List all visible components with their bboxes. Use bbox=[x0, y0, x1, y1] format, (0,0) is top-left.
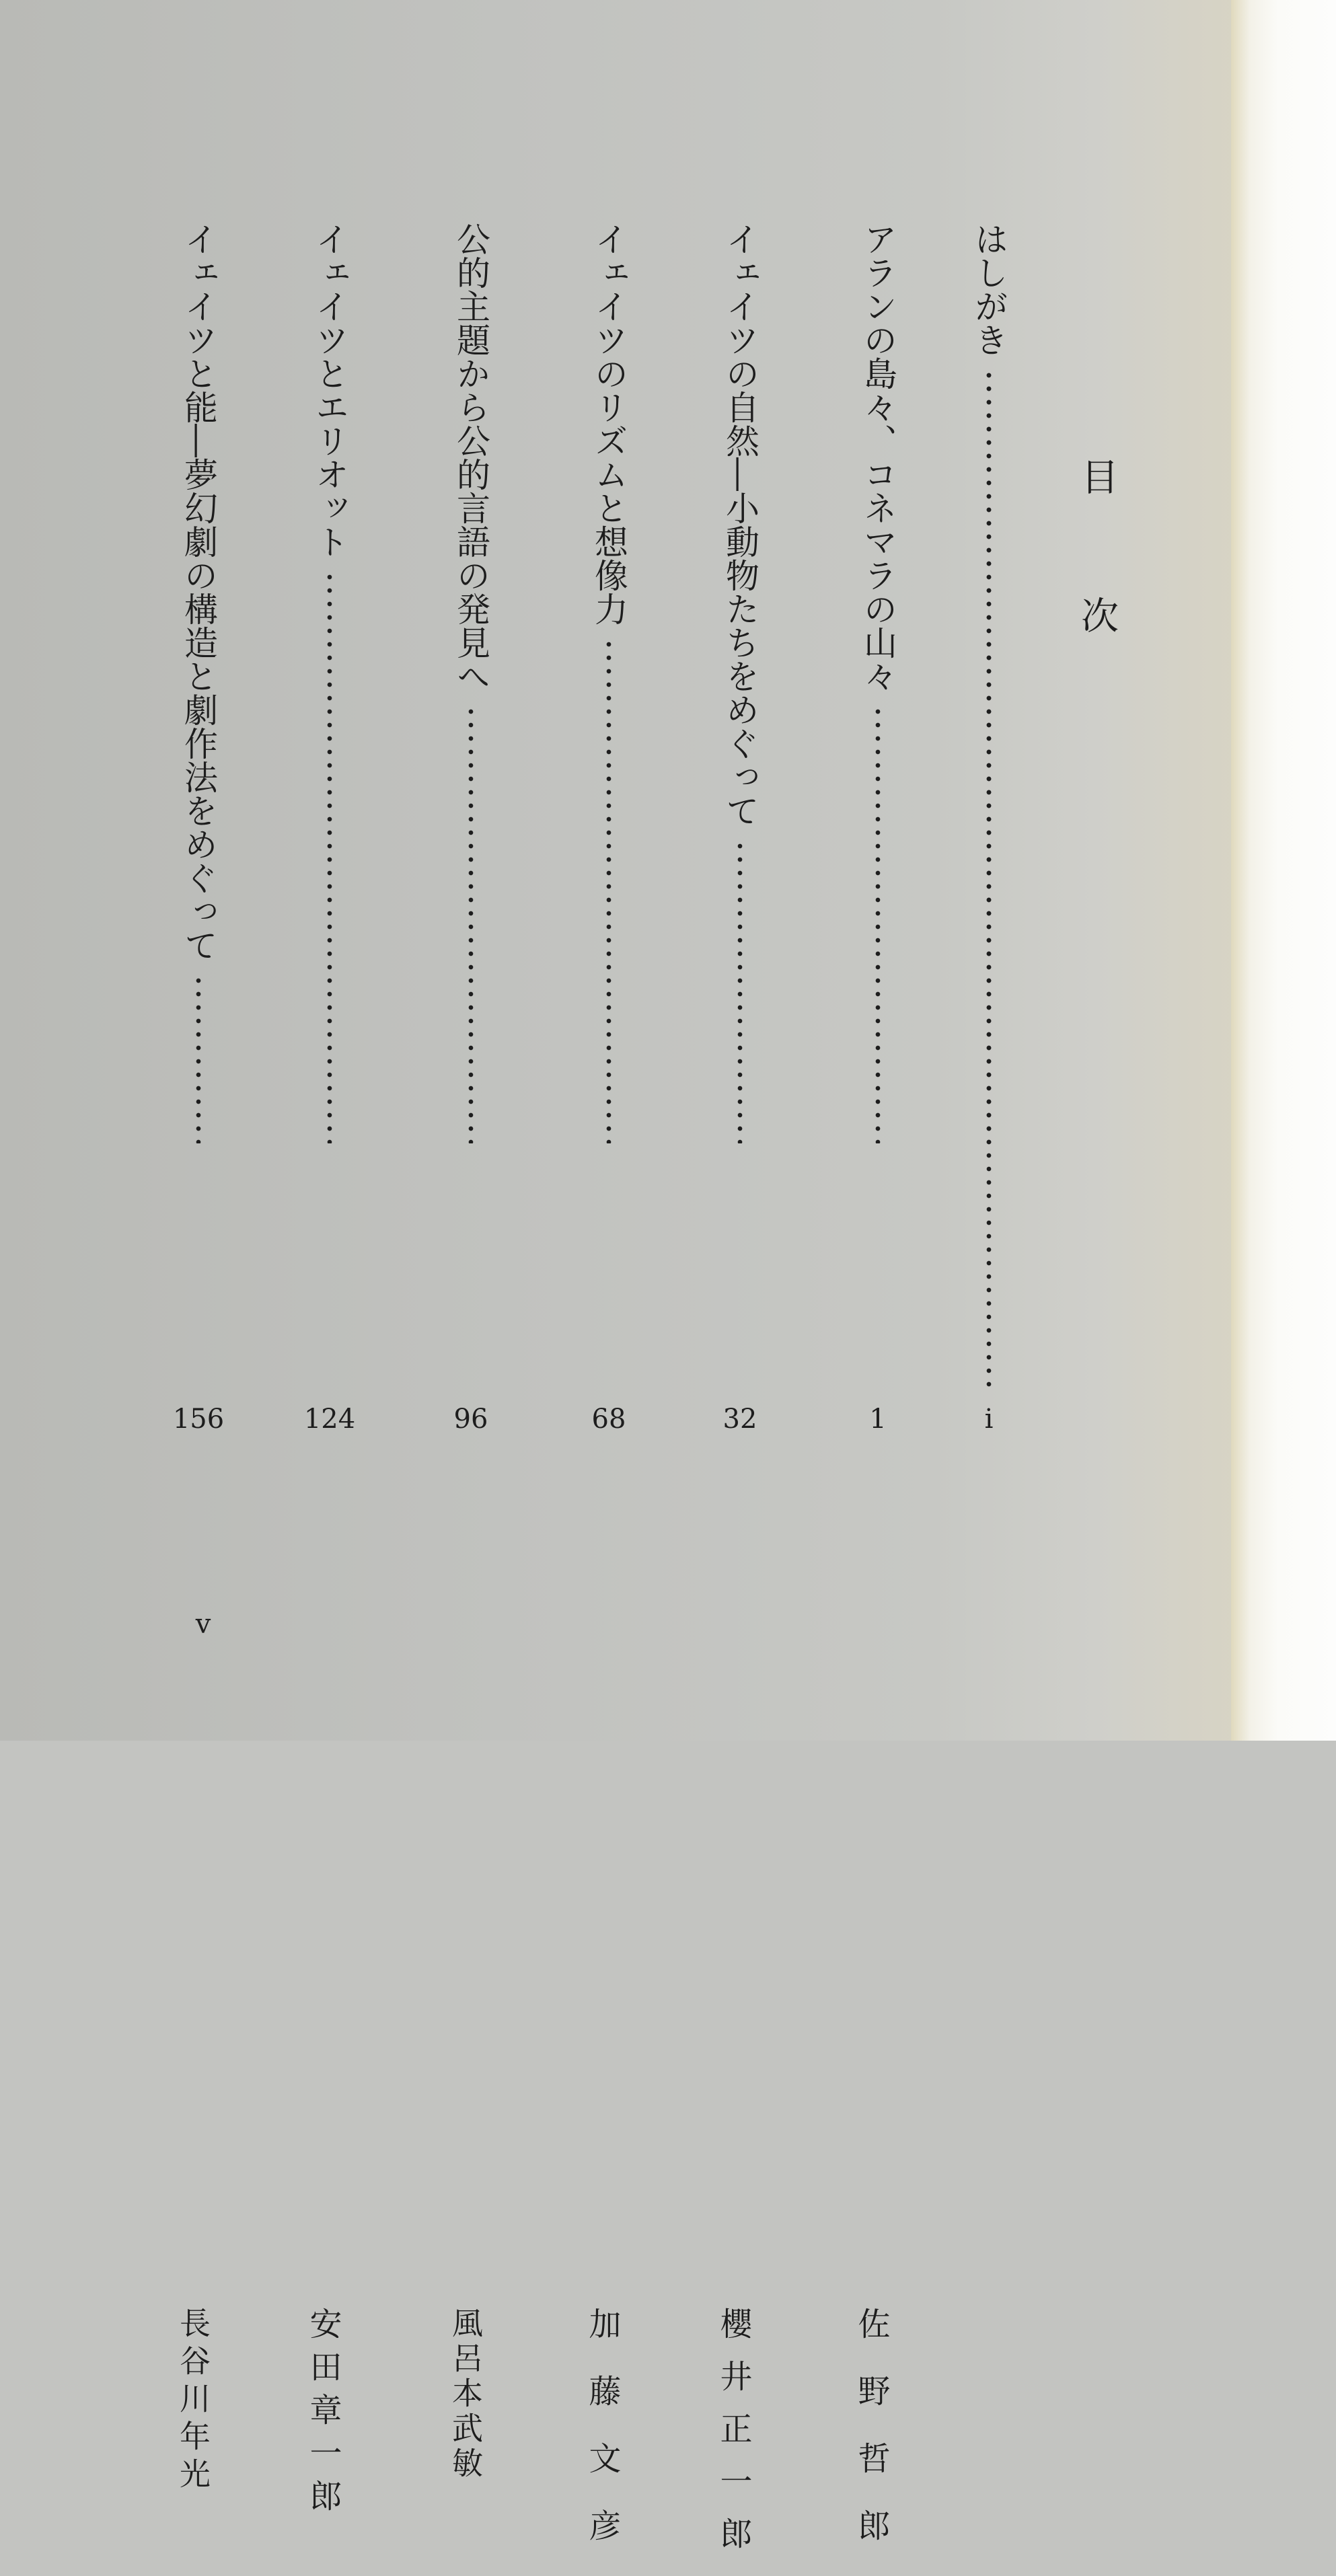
dot-leader bbox=[327, 570, 332, 1143]
page-edge bbox=[1231, 0, 1336, 1741]
toc-title: 目次 bbox=[1075, 457, 1119, 734]
entry-title: イェイツと能―夢幻劇の構造と劇作法をめぐって bbox=[179, 222, 218, 962]
page-number: 156 bbox=[172, 1404, 225, 1435]
dot-leader bbox=[986, 369, 992, 1143]
author-name: 櫻井正一郎 bbox=[714, 2307, 752, 2569]
entry-title: イェイツの自然―小動物たちをめぐって bbox=[720, 222, 759, 827]
dot-leader bbox=[468, 705, 474, 1143]
entry-title: イェイツのリズムと想像力 bbox=[589, 222, 628, 626]
author-name: 佐野哲郎 bbox=[852, 2307, 890, 2576]
entry-title: アランの島々、コネマラの山々 bbox=[858, 222, 897, 693]
folio-page-number: v bbox=[195, 1609, 211, 1640]
page-number: 1 bbox=[869, 1404, 887, 1435]
page-number: 68 bbox=[591, 1404, 626, 1435]
entry-title: イェイツとエリオット bbox=[310, 222, 349, 558]
page-number: 32 bbox=[722, 1404, 757, 1435]
dot-leader bbox=[737, 839, 743, 1143]
entry-title: はしがき bbox=[969, 222, 1008, 356]
dot-leader bbox=[606, 638, 611, 1143]
author-name: 長谷川年光 bbox=[175, 2307, 211, 2495]
dot-leader bbox=[875, 705, 881, 1143]
author-name: 安田章一郎 bbox=[304, 2307, 342, 2522]
page-number: 124 bbox=[303, 1404, 356, 1435]
author-name: 風呂本武敏 bbox=[447, 2307, 484, 2482]
page-number: i bbox=[984, 1404, 994, 1435]
author-name: 加藤文彦 bbox=[583, 2307, 621, 2576]
dot-leader bbox=[196, 974, 201, 1143]
entry-title: 公的主題から公的言語の発見へ bbox=[451, 222, 490, 693]
page-number: 96 bbox=[453, 1404, 488, 1435]
